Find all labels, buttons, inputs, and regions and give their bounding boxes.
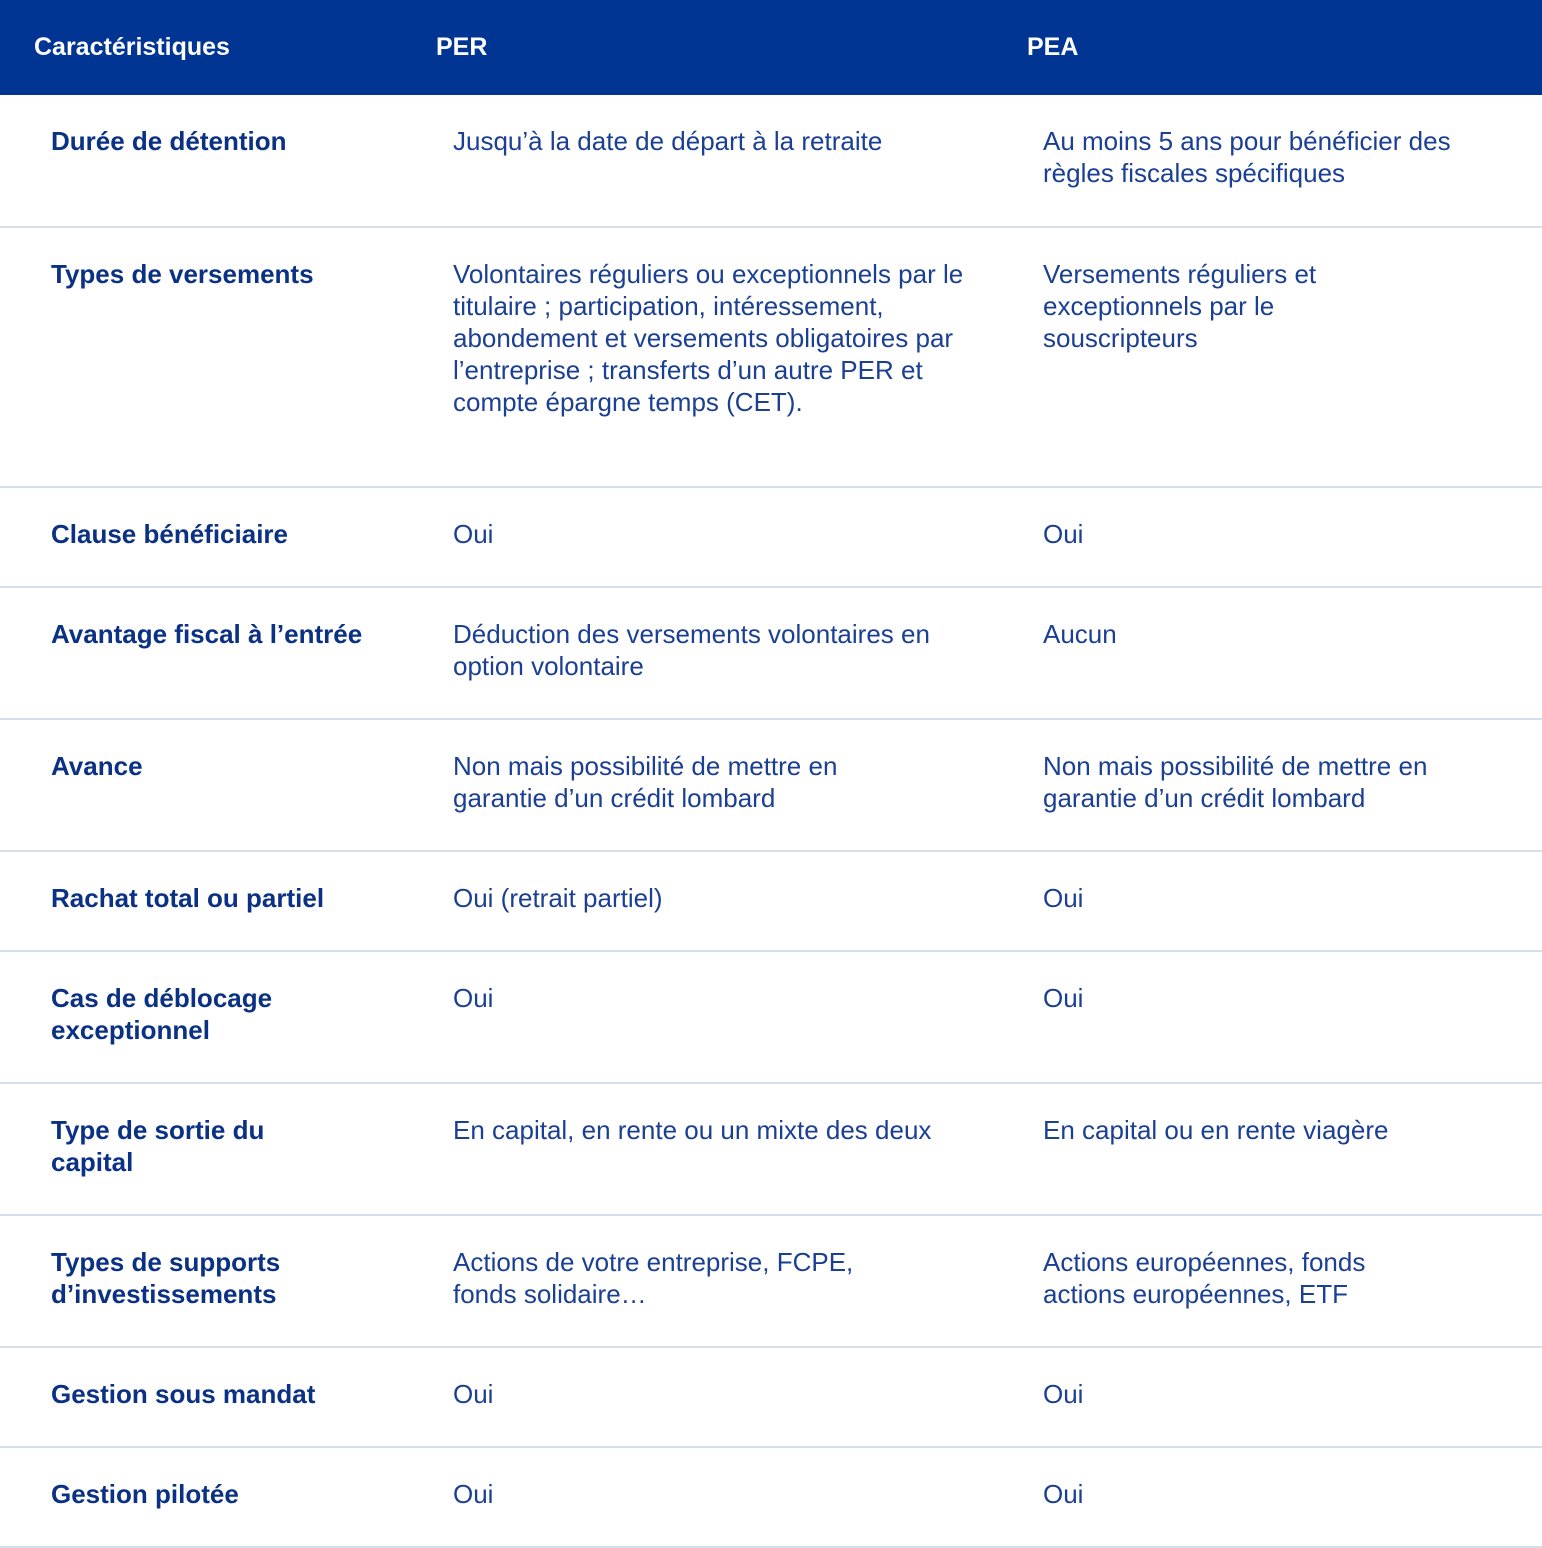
table-row	[0, 1348, 1542, 1448]
table-header	[0, 0, 1542, 95]
row-label: Gestion sous mandat	[51, 1379, 316, 1409]
pea-cell: Oui	[1043, 883, 1084, 913]
per-cell: Oui	[453, 519, 494, 549]
table-row	[0, 852, 1542, 952]
row-label: Type de sortie du capital	[51, 1115, 265, 1177]
per-cell: Volontaires réguliers ou exceptionnels par le titulaire ; participation, intéressement, abondement et versements obligatoires par l’entreprise ; transferts d’un autre PER et compte épargne temps (CET).	[453, 259, 964, 417]
per-cell: Oui (retrait partiel)	[453, 883, 663, 913]
table-row	[0, 1216, 1542, 1348]
table-row	[0, 95, 1542, 228]
table-row	[0, 1084, 1542, 1216]
row-label: Durée de détention	[51, 126, 287, 156]
pea-cell: En capital ou en rente viagère	[1043, 1115, 1389, 1145]
pea-cell: Aucun	[1043, 619, 1117, 649]
pea-cell: Versements réguliers et exceptionnels par le souscripteurs	[1043, 259, 1317, 353]
table-row	[0, 1448, 1542, 1548]
pea-cell: Oui	[1043, 519, 1084, 549]
row-label: Avance	[51, 751, 143, 781]
table-row	[0, 228, 1542, 488]
row-label: Types de supports d’investissements	[51, 1247, 281, 1309]
pea-cell: Oui	[1043, 1479, 1084, 1509]
per-cell: Déduction des versements volontaires en option volontaire	[453, 619, 930, 681]
pea-cell: Actions européennes, fonds actions européennes, ETF	[1043, 1247, 1366, 1309]
row-label: Clause bénéficiaire	[51, 519, 288, 549]
pea-cell: Au moins 5 ans pour bénéficier des règles fiscales spécifiques	[1043, 126, 1451, 188]
per-cell: Actions de votre entreprise, FCPE, fonds solidaire…	[453, 1247, 854, 1309]
per-cell: Jusqu’à la date de départ à la retraite	[453, 126, 883, 156]
row-label: Avantage fiscal à l’entrée	[51, 619, 363, 649]
per-cell: Oui	[453, 1479, 494, 1509]
table-row	[0, 488, 1542, 588]
per-cell: En capital, en rente ou un mixte des deux	[453, 1115, 932, 1145]
row-label: Rachat total ou partiel	[51, 883, 325, 913]
header-pea: PEA	[1027, 33, 1079, 61]
pea-cell: Oui	[1043, 1379, 1084, 1409]
header-per: PER	[436, 33, 488, 61]
row-label: Gestion pilotée	[51, 1479, 239, 1509]
row-label: Types de versements	[51, 259, 314, 289]
table-row	[0, 952, 1542, 1084]
row-label: Cas de déblocage exceptionnel	[51, 983, 273, 1045]
pea-cell: Oui	[1043, 983, 1084, 1013]
header-characteristics: Caractéristiques	[34, 33, 230, 61]
per-cell: Oui	[453, 1379, 494, 1409]
per-cell: Non mais possibilité de mettre en garantie d’un crédit lombard	[453, 751, 838, 813]
pea-cell: Non mais possibilité de mettre en garantie d’un crédit lombard	[1043, 751, 1428, 813]
table-row	[0, 588, 1542, 720]
table-row	[0, 720, 1542, 852]
per-cell: Oui	[453, 983, 494, 1013]
